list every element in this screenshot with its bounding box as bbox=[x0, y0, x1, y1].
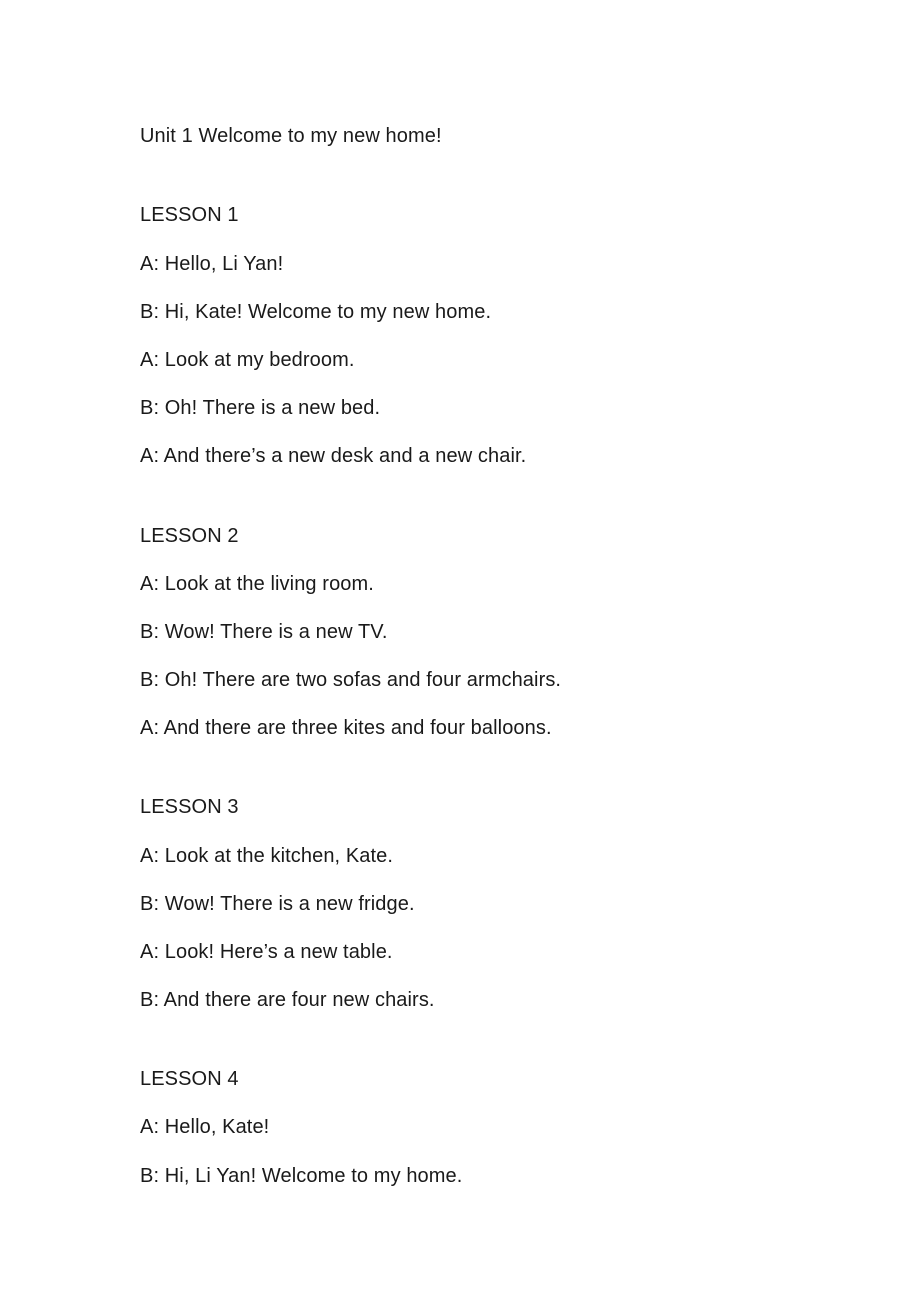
lesson-3-line-1: A: Look at the kitchen, Kate. bbox=[140, 845, 394, 867]
lesson-2-heading: LESSON 2 bbox=[140, 525, 239, 547]
lesson-4-line-2: B: Hi, Li Yan! Welcome to my home. bbox=[140, 1165, 463, 1187]
lesson-3-line-3: A: Look! Here’s a new table. bbox=[140, 941, 393, 963]
lesson-1-line-2: B: Hi, Kate! Welcome to my new home. bbox=[140, 301, 492, 323]
lesson-1-heading: LESSON 1 bbox=[140, 204, 239, 226]
lesson-4-line-1: A: Hello, Kate! bbox=[140, 1116, 270, 1138]
lesson-4-heading: LESSON 4 bbox=[140, 1068, 239, 1090]
lesson-2-line-4: A: And there are three kites and four balloons. bbox=[140, 717, 552, 739]
lesson-1-line-3: A: Look at my bedroom. bbox=[140, 349, 355, 371]
lesson-3-line-4: B: And there are four new chairs. bbox=[140, 989, 435, 1011]
lesson-2-line-3: B: Oh! There are two sofas and four armchairs. bbox=[140, 669, 562, 691]
lesson-2-line-1: A: Look at the living room. bbox=[140, 573, 374, 595]
lesson-2-line-2: B: Wow! There is a new TV. bbox=[140, 621, 388, 643]
lesson-3-heading: LESSON 3 bbox=[140, 796, 239, 818]
lesson-1-line-5: A: And there’s a new desk and a new chair. bbox=[140, 445, 527, 467]
document-page bbox=[140, 0, 860, 1302]
lesson-1-line-1: A: Hello, Li Yan! bbox=[140, 253, 284, 275]
document-title: Unit 1 Welcome to my new home! bbox=[140, 125, 442, 147]
lesson-1-line-4: B: Oh! There is a new bed. bbox=[140, 397, 381, 419]
lesson-3-line-2: B: Wow! There is a new fridge. bbox=[140, 893, 415, 915]
